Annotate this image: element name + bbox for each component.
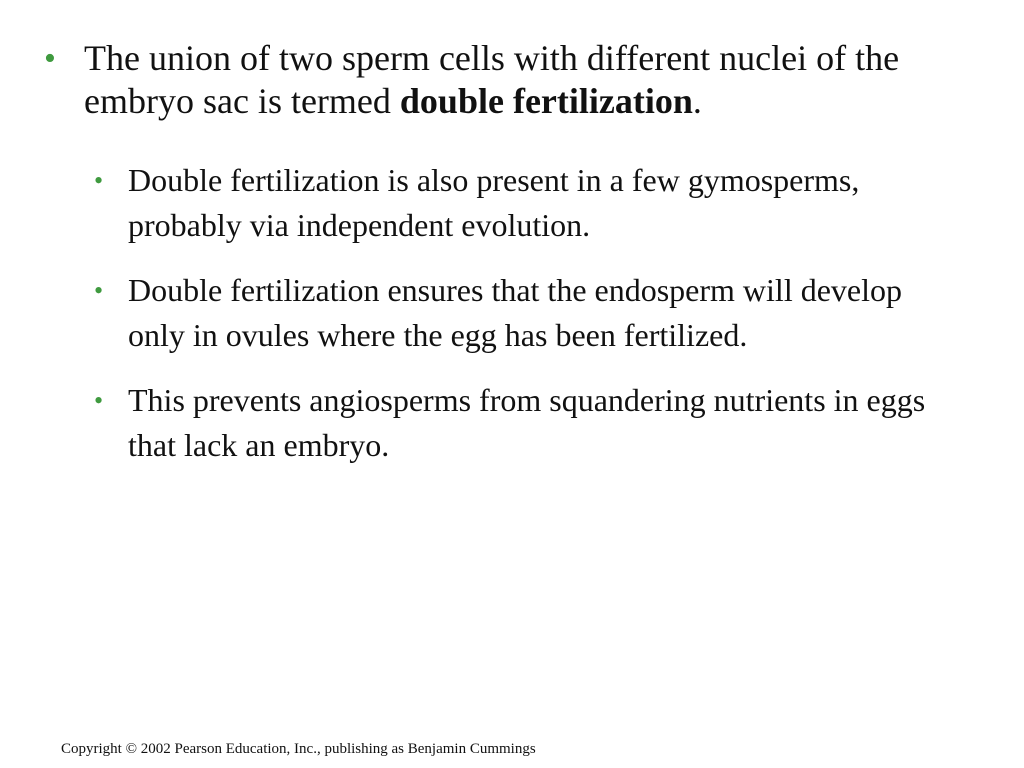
- main-bullet-term: double fertilization: [399, 81, 693, 121]
- main-bullet-text: [84, 37, 959, 123]
- copyright-footer: Copyright © 2002 Pearson Education, Inc., publishing as Benjamin Cummings: [61, 741, 536, 757]
- sub-bullet-list: [94, 158, 944, 488]
- sub-bullet-text: Double fertilization ensures that the endosperm will develop only in ovules where the egg has been fertilized.: [128, 272, 902, 353]
- sub-bullet: [94, 158, 944, 248]
- sub-bullet: [94, 268, 944, 358]
- bullet-icon: •: [94, 166, 104, 195]
- sub-bullet-text: This prevents angiosperms from squandering nutrients in eggs that lack an embryo.: [128, 382, 926, 463]
- bullet-icon: •: [94, 276, 104, 305]
- bullet-icon: •: [44, 40, 56, 77]
- sub-bullet-text: Double fertilization is also present in a few gymosperms, probably via independent evolution.: [128, 162, 860, 243]
- main-bullet-text-before: The union of two sperm cells with different nuclei of the embryo sac is termed: [84, 38, 900, 121]
- main-bullet-text-after: .: [692, 81, 702, 121]
- sub-bullet: [94, 378, 944, 468]
- bullet-icon: •: [94, 386, 104, 415]
- main-bullet: [44, 37, 984, 123]
